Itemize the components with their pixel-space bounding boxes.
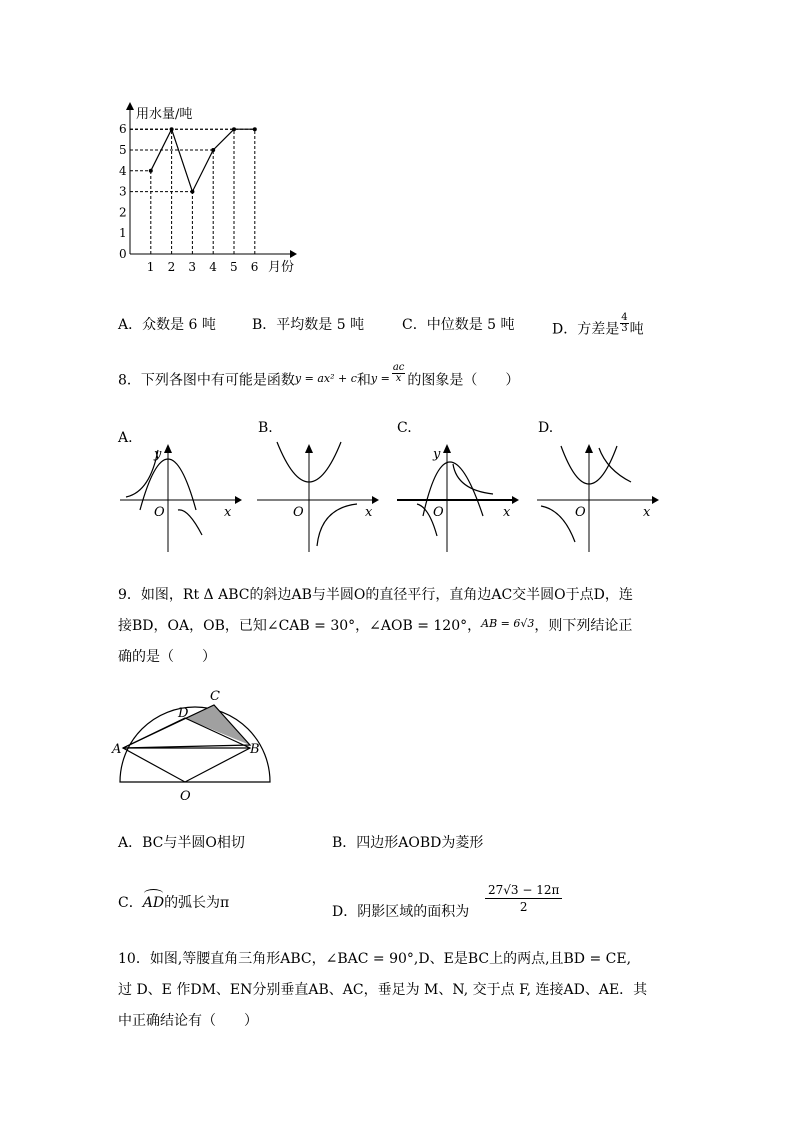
data-point <box>149 169 153 173</box>
q7-option-d <box>552 312 644 340</box>
q7-option-d-prefix: D．方差是 <box>552 321 620 338</box>
origin-label: O <box>433 505 444 520</box>
arc-ad <box>143 893 164 913</box>
q8-graph-b <box>255 440 385 560</box>
q8-stem-mid: 和 <box>356 372 371 389</box>
q9-option-c-suffix: 的弧长为π <box>164 895 230 911</box>
y-tick-label: 2 <box>119 205 127 220</box>
q7-option-b: B．平均数是 5 吨 <box>252 317 365 333</box>
x-tick-label: 3 <box>188 260 197 274</box>
point-o-label: O <box>180 789 191 804</box>
q10-line-1: 10．如图,等腰直角三角形ABC，∠BAC = 90°,D、E是BC上的两点,且BD = CE, <box>118 951 632 967</box>
y-tick-label: 6 <box>119 122 127 137</box>
origin-label: O <box>154 505 165 520</box>
x-tick-label: 4 <box>209 260 217 274</box>
q10-line-2: 过 D、E 作DM、EN分别垂直AB、AC，垂足为 M、N, 交于点 F, 连接AD、AE．其 <box>118 982 648 998</box>
q8-formula-2-lhs: y = <box>370 371 390 385</box>
x-tick-label: 1 <box>146 260 155 274</box>
q8-label-a: A. <box>118 430 133 446</box>
data-point <box>190 190 194 194</box>
x-tick-label: 2 <box>167 260 176 274</box>
x-tick-label: 5 <box>230 260 238 274</box>
q8-graph-d <box>535 440 665 560</box>
x-axis-label: x <box>224 505 232 520</box>
q9-line-2-a: 接BD，OA，OB，已知∠CAB = 30°，∠AOB = 120°， <box>118 618 482 634</box>
x-tick-label: 6 <box>250 260 259 274</box>
q9-ab-value: AB = 6√3 <box>481 617 535 630</box>
chart-xlabel: 月份 <box>268 260 295 275</box>
q8-stem-b: 的图象是（ ） <box>407 372 520 389</box>
q9-line-2-b: ，则下列结论正 <box>534 618 633 634</box>
q8-graph-c <box>395 440 525 560</box>
fraction-numerator: 27√3 − 12π <box>485 882 562 899</box>
y-axis-label: y <box>154 447 162 462</box>
q9-option-c <box>118 893 229 913</box>
y-tick-label: 3 <box>119 184 127 199</box>
fraction <box>620 313 628 334</box>
q8-label-d: D. <box>538 420 554 436</box>
arc-mark <box>144 889 163 898</box>
point-c-label: C <box>210 689 220 704</box>
fraction-denominator: 2 <box>519 900 528 914</box>
data-point <box>232 127 236 131</box>
q9-semicircle-figure <box>110 685 300 805</box>
x-axis-arrow <box>290 250 297 258</box>
q9-option-d-prefix: D．阴影区域的面积为 <box>332 904 470 920</box>
y-axis-arrow <box>126 102 134 110</box>
point-b-label: B <box>250 742 260 757</box>
y-tick-label: 1 <box>119 226 127 241</box>
origin-label: O <box>575 505 586 520</box>
arc-label: AD <box>142 895 165 911</box>
q9-line-1: 9．如图，Rt Δ ABC的斜边AB与半圆O的直径平行，直角边AC交半圆O于点D，连 <box>118 587 633 603</box>
q8-label-b: B. <box>258 420 273 436</box>
q8-fraction-num: ac <box>392 362 405 373</box>
data-point <box>170 127 174 131</box>
q9-option-b: B．四边形AOBD为菱形 <box>332 835 484 851</box>
fraction-denominator: 3 <box>621 323 628 334</box>
y-tick-label: 4 <box>119 163 127 178</box>
origin-label: O <box>293 505 304 520</box>
q7-option-c: C．中位数是 5 吨 <box>402 317 515 333</box>
q9-option-c-prefix: C． <box>118 895 143 911</box>
data-point <box>253 127 257 131</box>
q9-stem <box>118 580 698 673</box>
x-axis-label: x <box>365 505 373 520</box>
q9-option-d-fraction <box>485 882 562 915</box>
data-point <box>211 148 215 152</box>
y-tick-label: 5 <box>119 143 127 157</box>
q7-option-d-suffix: 吨 <box>629 321 644 338</box>
x-axis-label: x <box>503 505 511 520</box>
q8-graph-a <box>118 440 248 560</box>
q10-stem <box>118 944 718 1037</box>
chart-ylabel: 用水量/吨 <box>136 107 193 122</box>
q8-stem-a: 8．下列各图中有可能是函数 <box>118 372 295 389</box>
q8-formula-1: y = ax² + c <box>294 371 357 385</box>
q7-option-a: A．众数是 6 吨 <box>118 317 216 333</box>
q8-stem <box>118 362 520 392</box>
q9-option-a: A．BC与半圆O相切 <box>118 835 245 851</box>
q8-label-c: C. <box>397 420 412 436</box>
q8-fraction-den: x <box>395 373 402 384</box>
q8-fraction <box>392 363 406 384</box>
y-axis-label: y <box>433 447 441 462</box>
q9-option-d <box>332 902 469 922</box>
y-tick-label: 0 <box>119 247 127 261</box>
q10-line-3: 中正确结论有（ ） <box>118 1013 258 1029</box>
x-axis-label: x <box>643 505 651 520</box>
point-a-label: A <box>112 742 122 757</box>
fraction-numerator: 4 <box>621 312 628 323</box>
q9-line-3: 确的是（ ） <box>118 649 216 665</box>
data-series-line <box>151 129 255 191</box>
point-d-label: D <box>178 706 189 721</box>
q9-line-2 <box>118 611 698 642</box>
